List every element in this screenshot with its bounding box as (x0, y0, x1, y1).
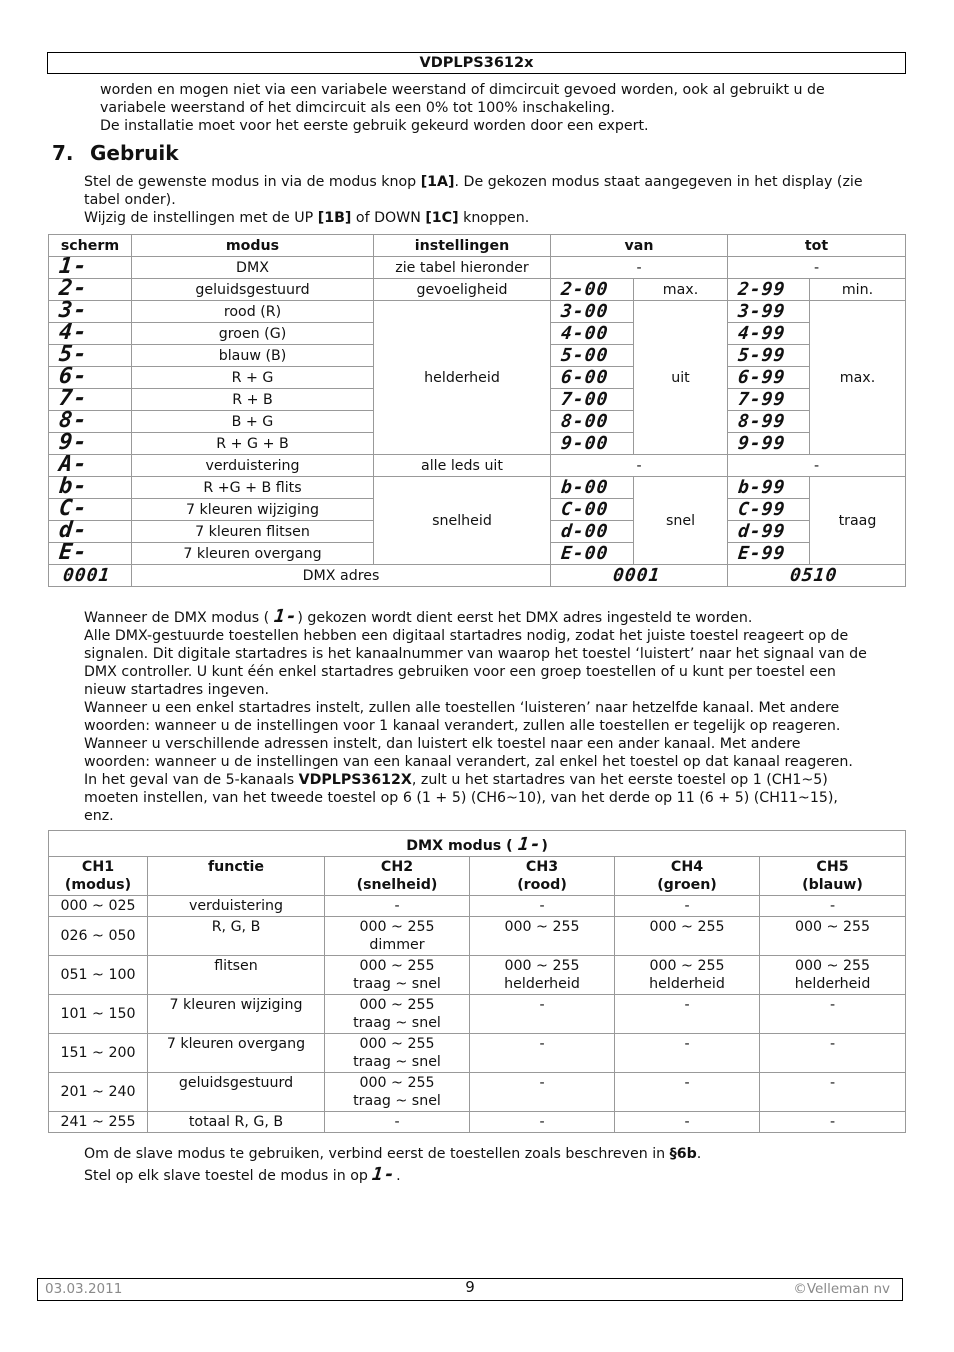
document-title: VDPLPS3612x (419, 55, 534, 71)
screen-code: 9- (49, 433, 132, 455)
to-code: 2-99 (728, 279, 810, 301)
dmx-text: Wanneer u verschillende adressen instelt, dan luistert elk toestel naar een ander kanaal. Met andere (84, 736, 801, 752)
from-code: 6-00 (551, 367, 634, 389)
from-code: 5-00 (551, 345, 634, 367)
page-footer (37, 1278, 903, 1301)
from-code: 2-00 (551, 279, 634, 301)
to-label: max. (810, 301, 906, 455)
slave-text: . (696, 1146, 702, 1162)
ch3-value: - (470, 995, 615, 1034)
from-code: 8-00 (551, 411, 634, 433)
dmx-text: DMX controller. U kunt één enkel startadres gebruiken voor een groep toestellen of u kunt per toestel een (84, 664, 836, 680)
dmx-text: In het geval van de 5-kanaals (84, 772, 299, 788)
dmx-text: enz. (84, 808, 114, 824)
ch1-range: 201 ~ 240 (49, 1073, 148, 1112)
ch3-value: - (470, 896, 615, 917)
function-label: flitsen (148, 956, 325, 995)
dmx-mode-code: 1- (516, 834, 543, 855)
mode-label: R + G (132, 367, 374, 389)
from-value: - (551, 257, 728, 279)
to-code: 3-99 (728, 301, 810, 323)
ch1-range: 026 ~ 050 (49, 917, 148, 956)
from-code: d-00 (551, 521, 634, 543)
ch2-value: - (325, 896, 470, 917)
up-key-ref: [1B] (317, 210, 352, 226)
mode-label: DMX (132, 257, 374, 279)
col-header-ch3: CH3 (rood) (470, 857, 615, 896)
mode-label: blauw (B) (132, 345, 374, 367)
table-row (49, 279, 906, 301)
screen-code: E- (49, 543, 132, 565)
table-row (49, 257, 906, 279)
function-label: 7 kleuren overgang (148, 1034, 325, 1073)
usage-text: Wijzig de instellingen met de UP (84, 210, 318, 226)
footer-date: 03.03.2011 (45, 1281, 123, 1297)
col-header-ch2: CH2 (snelheid) (325, 857, 470, 896)
col-header-scherm: scherm (49, 235, 132, 257)
mode-label: R +G + B flits (132, 477, 374, 499)
from-code: 9-00 (551, 433, 634, 455)
screen-code: 3- (49, 301, 132, 323)
col-header-modus: modus (132, 235, 374, 257)
dmx-table-title: DMX modus ( 1-) (49, 831, 906, 857)
usage-paragraph (84, 173, 863, 227)
screen-code: d- (49, 521, 132, 543)
screen-code: 2- (49, 279, 132, 301)
ch2-value: 000 ~ 255 traag ~ snel (325, 995, 470, 1034)
ch1-range: 051 ~ 100 (49, 956, 148, 995)
function-label: verduistering (148, 896, 325, 917)
footer-copyright: ©Velleman nv (793, 1281, 890, 1297)
from-value: - (551, 455, 728, 477)
usage-text: Stel de gewenste modus in via de modus knop (84, 174, 421, 190)
ch4-value: - (615, 1034, 760, 1073)
dmx-text: Wanneer u een enkel startadres instelt, zullen alle toestellen ‘luisteren’ naar hetzelfde kanaal. Met andere (84, 700, 840, 716)
ch2-value: 000 ~ 255 traag ~ snel (325, 1073, 470, 1112)
section-reference: §6b (669, 1146, 697, 1162)
from-code: b-00 (551, 477, 634, 499)
col-header-tot: tot (728, 235, 906, 257)
usage-text: . De gekozen modus staat aangegeven in het display (zie (454, 174, 863, 190)
ch4-value: - (615, 1073, 760, 1112)
dmx-mode-code: 1- (272, 606, 299, 627)
intro-paragraph (100, 81, 825, 135)
dmx-text: ) gekozen wordt dient eerst het DMX adres ingesteld te worden. (297, 610, 753, 626)
dmx-text: , zult u het startadres van het eerste toestel op 1 (CH1~5) (411, 772, 828, 788)
section-number: 7. (52, 141, 74, 165)
function-label: totaal R, G, B (148, 1112, 325, 1133)
down-key-ref: [1C] (425, 210, 459, 226)
to-code: 8-99 (728, 411, 810, 433)
col-header-van: van (551, 235, 728, 257)
mode-label: DMX adres (132, 565, 551, 587)
dmx-mode-code: 1- (371, 1164, 398, 1185)
ch3-value: 000 ~ 255 helderheid (470, 956, 615, 995)
to-value: - (728, 257, 906, 279)
col-header-ch5: CH5 (blauw) (760, 857, 906, 896)
mode-label: 7 kleuren overgang (132, 543, 374, 565)
mode-label: 7 kleuren wijziging (132, 499, 374, 521)
ch4-value: 000 ~ 255 helderheid (615, 956, 760, 995)
function-label: R, G, B (148, 917, 325, 956)
dmx-text: Wanneer de DMX modus ( (84, 610, 270, 626)
screen-code: 6- (49, 367, 132, 389)
from-code: 4-00 (551, 323, 634, 345)
mode-label: B + G (132, 411, 374, 433)
mode-label: geluidsgestuurd (132, 279, 374, 301)
model-name: VDPLPS3612X (298, 772, 412, 788)
usage-text: knoppen. (458, 210, 530, 226)
ch1-range: 101 ~ 150 (49, 995, 148, 1034)
dmx-text: nieuw startadres ingeven. (84, 682, 269, 698)
mode-table (48, 234, 906, 587)
dmx-explanation (84, 607, 867, 825)
page-number: 9 (465, 1278, 475, 1296)
to-code: 4-99 (728, 323, 810, 345)
ch4-value: 000 ~ 255 (615, 917, 760, 956)
ch4-value: - (615, 995, 760, 1034)
slave-text: Stel op elk slave toestel de modus in op (84, 1168, 373, 1184)
setting-label: zie tabel hieronder (374, 257, 551, 279)
ch1-range: 241 ~ 255 (49, 1112, 148, 1133)
section-title: Gebruik (90, 141, 179, 165)
setting-label: gevoeligheid (374, 279, 551, 301)
table-row (49, 301, 906, 323)
usage-text: tabel onder). (84, 192, 176, 208)
usage-text: of DOWN (351, 210, 426, 226)
mode-label: rood (R) (132, 301, 374, 323)
from-label: uit (634, 301, 728, 455)
mode-label: verduistering (132, 455, 374, 477)
to-code: 0510 (728, 565, 906, 587)
dmx-text: woorden: wanneer u de instellingen van een kanaal verandert, zal enkel het toestel op dat kanaal reageren. (84, 754, 853, 770)
ch2-value: - (325, 1112, 470, 1133)
to-label: min. (810, 279, 906, 301)
from-code: 7-00 (551, 389, 634, 411)
ch3-value: - (470, 1034, 615, 1073)
function-label: 7 kleuren wijziging (148, 995, 325, 1034)
dmx-text: Alle DMX-gestuurde toestellen hebben een digitaal startadres nodig, zodat het juiste toestel reageert op de (84, 628, 849, 644)
mode-label: 7 kleuren flitsen (132, 521, 374, 543)
ch5-value: - (760, 1073, 906, 1112)
screen-code: 1- (49, 257, 132, 279)
col-header-functie: functie (148, 857, 325, 896)
setting-label: snelheid (374, 477, 551, 565)
dmx-text: moeten instellen, van het tweede toestel op 6 (1 + 5) (CH6~10), van het derde op 11 (6 + 5) (CH11~15), (84, 790, 838, 806)
from-code: C-00 (551, 499, 634, 521)
table-row (49, 896, 906, 917)
slave-text: Om de slave modus te gebruiken, verbind eerst de toestellen zoals beschreven in (84, 1146, 670, 1162)
mode-key-ref: [1A] (420, 174, 455, 190)
from-label: snel (634, 477, 728, 565)
to-value: - (728, 455, 906, 477)
to-code: 5-99 (728, 345, 810, 367)
col-header-instellingen: instellingen (374, 235, 551, 257)
dmx-text: signalen. Dit digitale startadres is het kanaalnummer van waarop het toestel ‘luistert’ naar het signaal van de (84, 646, 867, 662)
screen-code: 4- (49, 323, 132, 345)
table-row (49, 956, 906, 995)
table-row (49, 1112, 906, 1133)
ch2-value: 000 ~ 255 traag ~ snel (325, 956, 470, 995)
intro-line-2: variabele weerstand of het dimcircuit als een 0% tot 100% inschakeling. (100, 100, 615, 116)
col-header-ch1: CH1 (modus) (49, 857, 148, 896)
screen-code: 5- (49, 345, 132, 367)
table-row (49, 455, 906, 477)
to-code: d-99 (728, 521, 810, 543)
from-code: 3-00 (551, 301, 634, 323)
ch2-value: 000 ~ 255 traag ~ snel (325, 1034, 470, 1073)
screen-code: 0001 (49, 565, 132, 587)
mode-label: R + B (132, 389, 374, 411)
from-label: max. (634, 279, 728, 301)
to-label: traag (810, 477, 906, 565)
ch1-range: 151 ~ 200 (49, 1034, 148, 1073)
ch5-value: - (760, 1112, 906, 1133)
ch5-value: 000 ~ 255 helderheid (760, 956, 906, 995)
col-header-ch4: CH4 (groen) (615, 857, 760, 896)
to-code: C-99 (728, 499, 810, 521)
slave-text: . (396, 1168, 401, 1184)
to-code: 9-99 (728, 433, 810, 455)
table-row (49, 917, 906, 956)
screen-code: A- (49, 455, 132, 477)
to-code: 7-99 (728, 389, 810, 411)
screen-code: b- (49, 477, 132, 499)
intro-line-3: De installatie moet voor het eerste gebruik gekeurd worden door een expert. (100, 118, 649, 134)
intro-line-1: worden en mogen niet via een variabele weerstand of dimcircuit gevoed worden, ook al gebruikt u de (100, 82, 825, 98)
screen-code: C- (49, 499, 132, 521)
table-header-row (49, 235, 906, 257)
screen-code: 7- (49, 389, 132, 411)
ch3-value: - (470, 1112, 615, 1133)
mode-label: R + G + B (132, 433, 374, 455)
dmx-channel-table (48, 830, 906, 1133)
to-code: 6-99 (728, 367, 810, 389)
dmx-header-row (49, 857, 906, 896)
from-code: 0001 (551, 565, 728, 587)
from-code: E-00 (551, 543, 634, 565)
ch2-value: 000 ~ 255 dimmer (325, 917, 470, 956)
ch1-range: 000 ~ 025 (49, 896, 148, 917)
slave-paragraph (84, 1143, 701, 1187)
to-code: b-99 (728, 477, 810, 499)
to-code: E-99 (728, 543, 810, 565)
setting-label: helderheid (374, 301, 551, 455)
ch5-value: - (760, 995, 906, 1034)
table-row (49, 1034, 906, 1073)
table-row (49, 1073, 906, 1112)
document-header (47, 52, 906, 74)
dmx-text: woorden: wanneer u de instellingen voor 1 kanaal verandert, zullen alle toestellen er tegelijk op reageren. (84, 718, 841, 734)
mode-label: groen (G) (132, 323, 374, 345)
ch3-value: 000 ~ 255 (470, 917, 615, 956)
table-row (49, 565, 906, 587)
setting-label: alle leds uit (374, 455, 551, 477)
ch4-value: - (615, 1112, 760, 1133)
table-row (49, 995, 906, 1034)
dmx-table-title-row (49, 831, 906, 857)
ch5-value: - (760, 1034, 906, 1073)
ch5-value: 000 ~ 255 (760, 917, 906, 956)
ch4-value: - (615, 896, 760, 917)
section-heading (52, 141, 179, 165)
ch5-value: - (760, 896, 906, 917)
table-row (49, 477, 906, 499)
screen-code: 8- (49, 411, 132, 433)
ch3-value: - (470, 1073, 615, 1112)
function-label: geluidsgestuurd (148, 1073, 325, 1112)
